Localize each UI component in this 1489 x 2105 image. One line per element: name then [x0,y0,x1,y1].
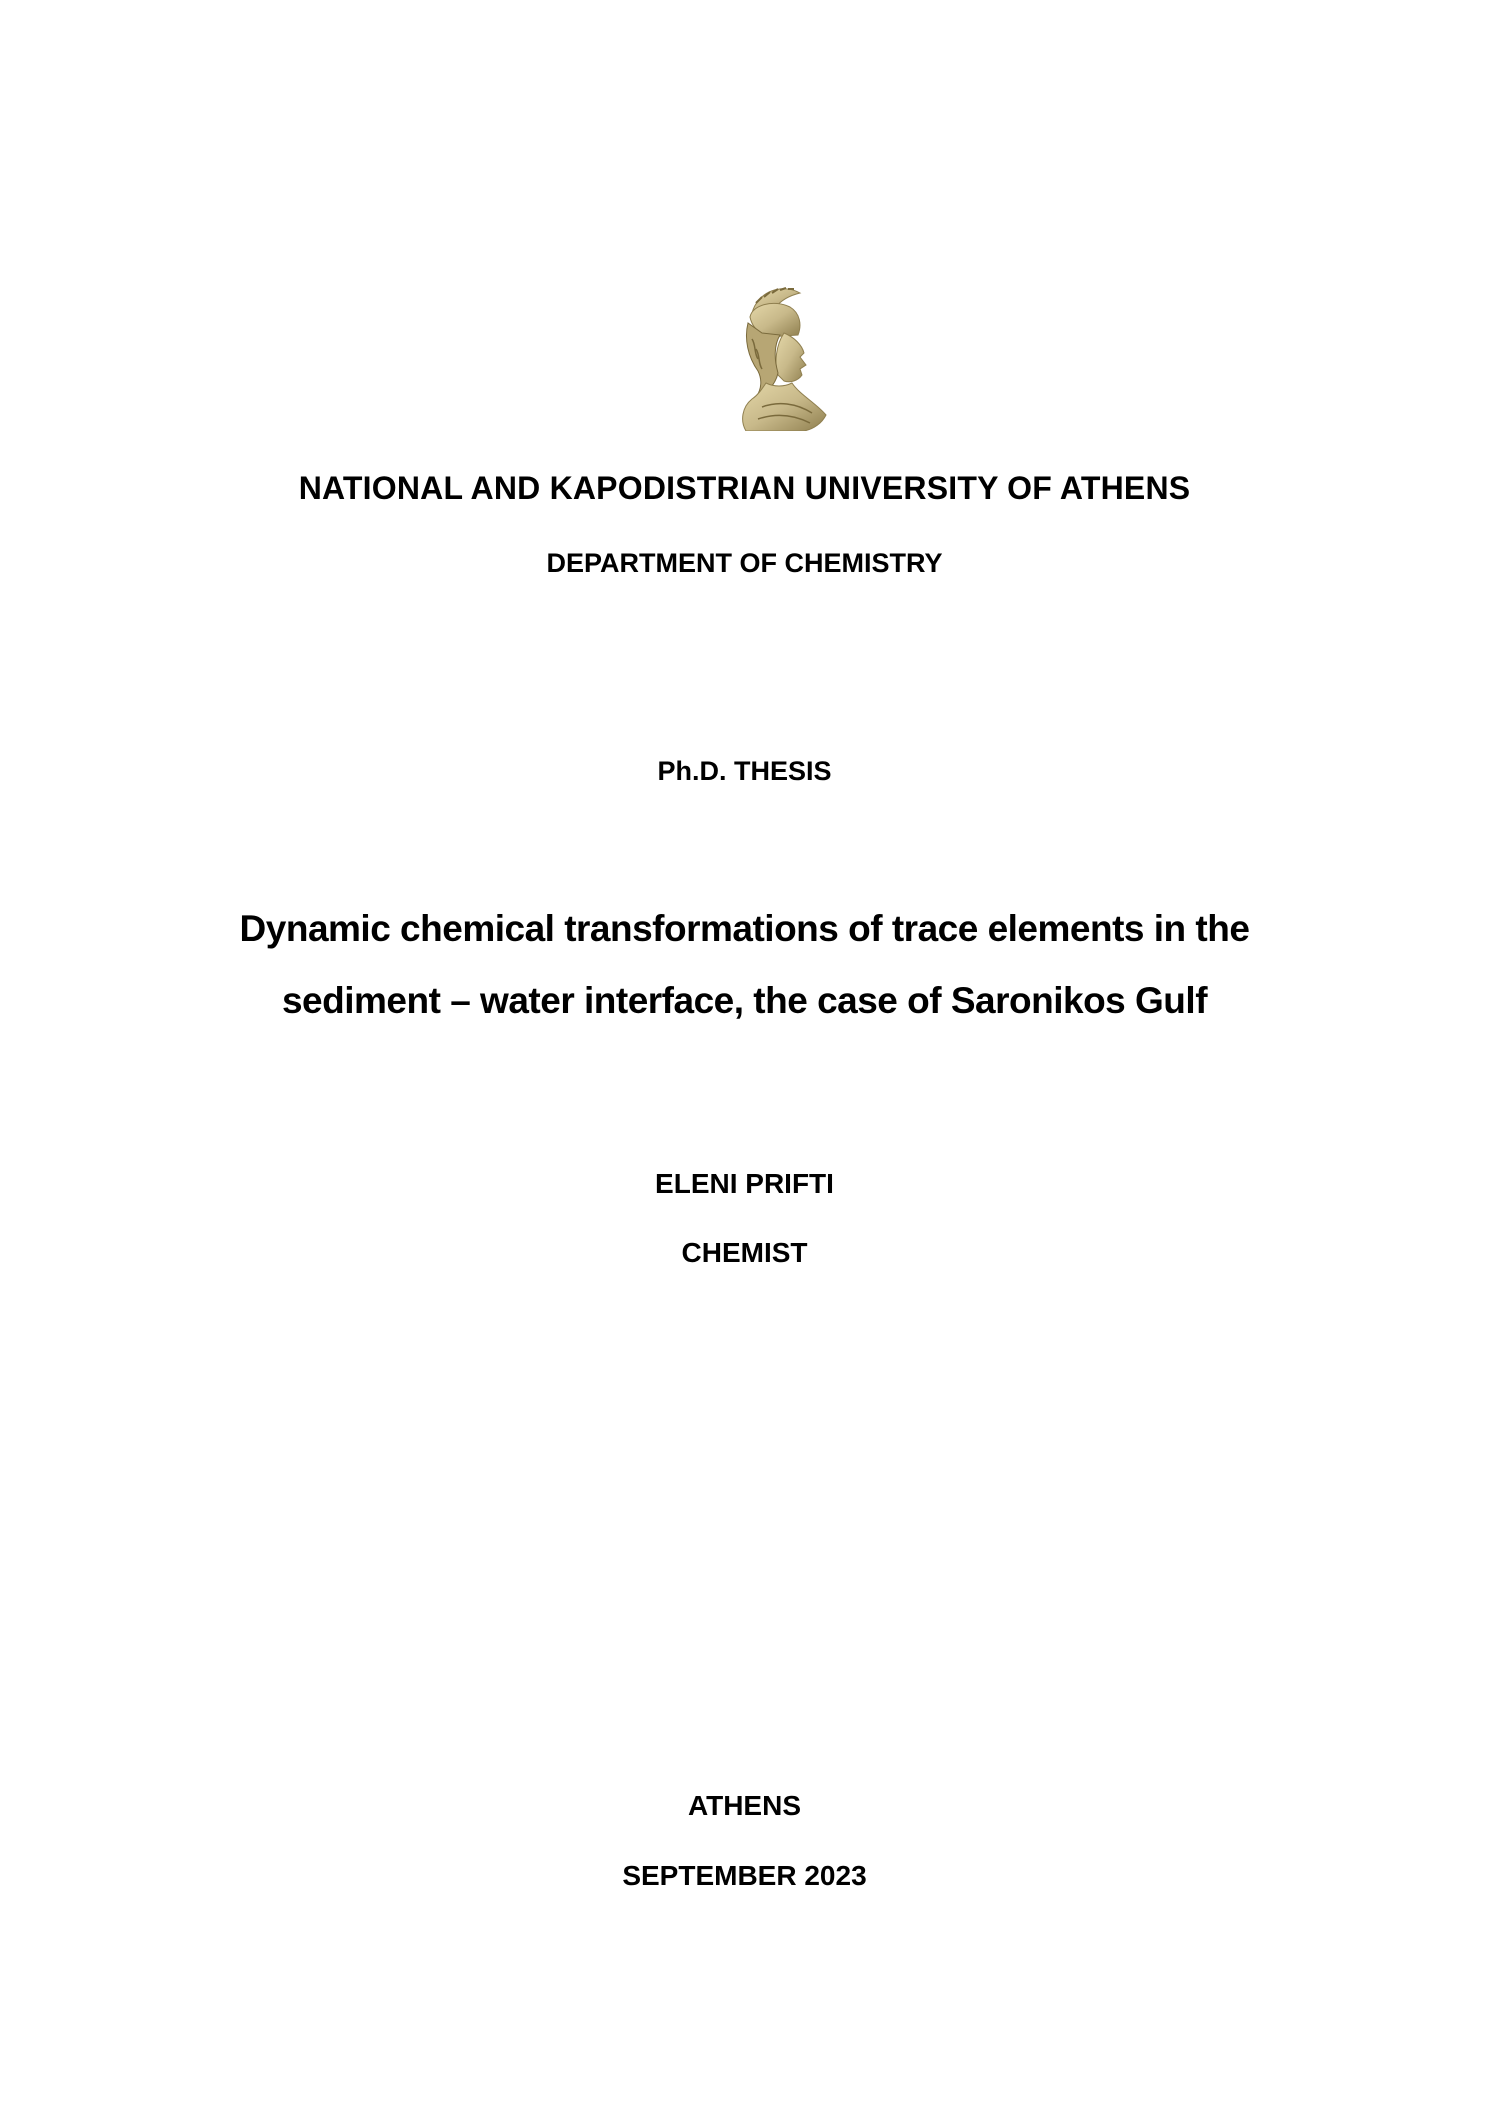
author-name: ELENI PRIFTI [655,1168,834,1199]
degree-type: Ph.D. THESIS [657,756,832,786]
date: SEPTEMBER 2023 [622,1860,867,1891]
city: ATHENS [687,1790,802,1821]
author-role: CHEMIST [681,1237,808,1268]
athena-emblem-icon [722,283,834,431]
thesis-title-line-1: Dynamic chemical transformations of trace elements in the [239,908,1250,949]
department-name: DEPARTMENT OF CHEMISTRY [546,548,943,578]
thesis-title-line-2: sediment – water interface, the case of Saronikos Gulf [281,980,1208,1021]
university-name: NATIONAL AND KAPODISTRIAN UNIVERSITY OF ATHENS [298,470,1191,506]
